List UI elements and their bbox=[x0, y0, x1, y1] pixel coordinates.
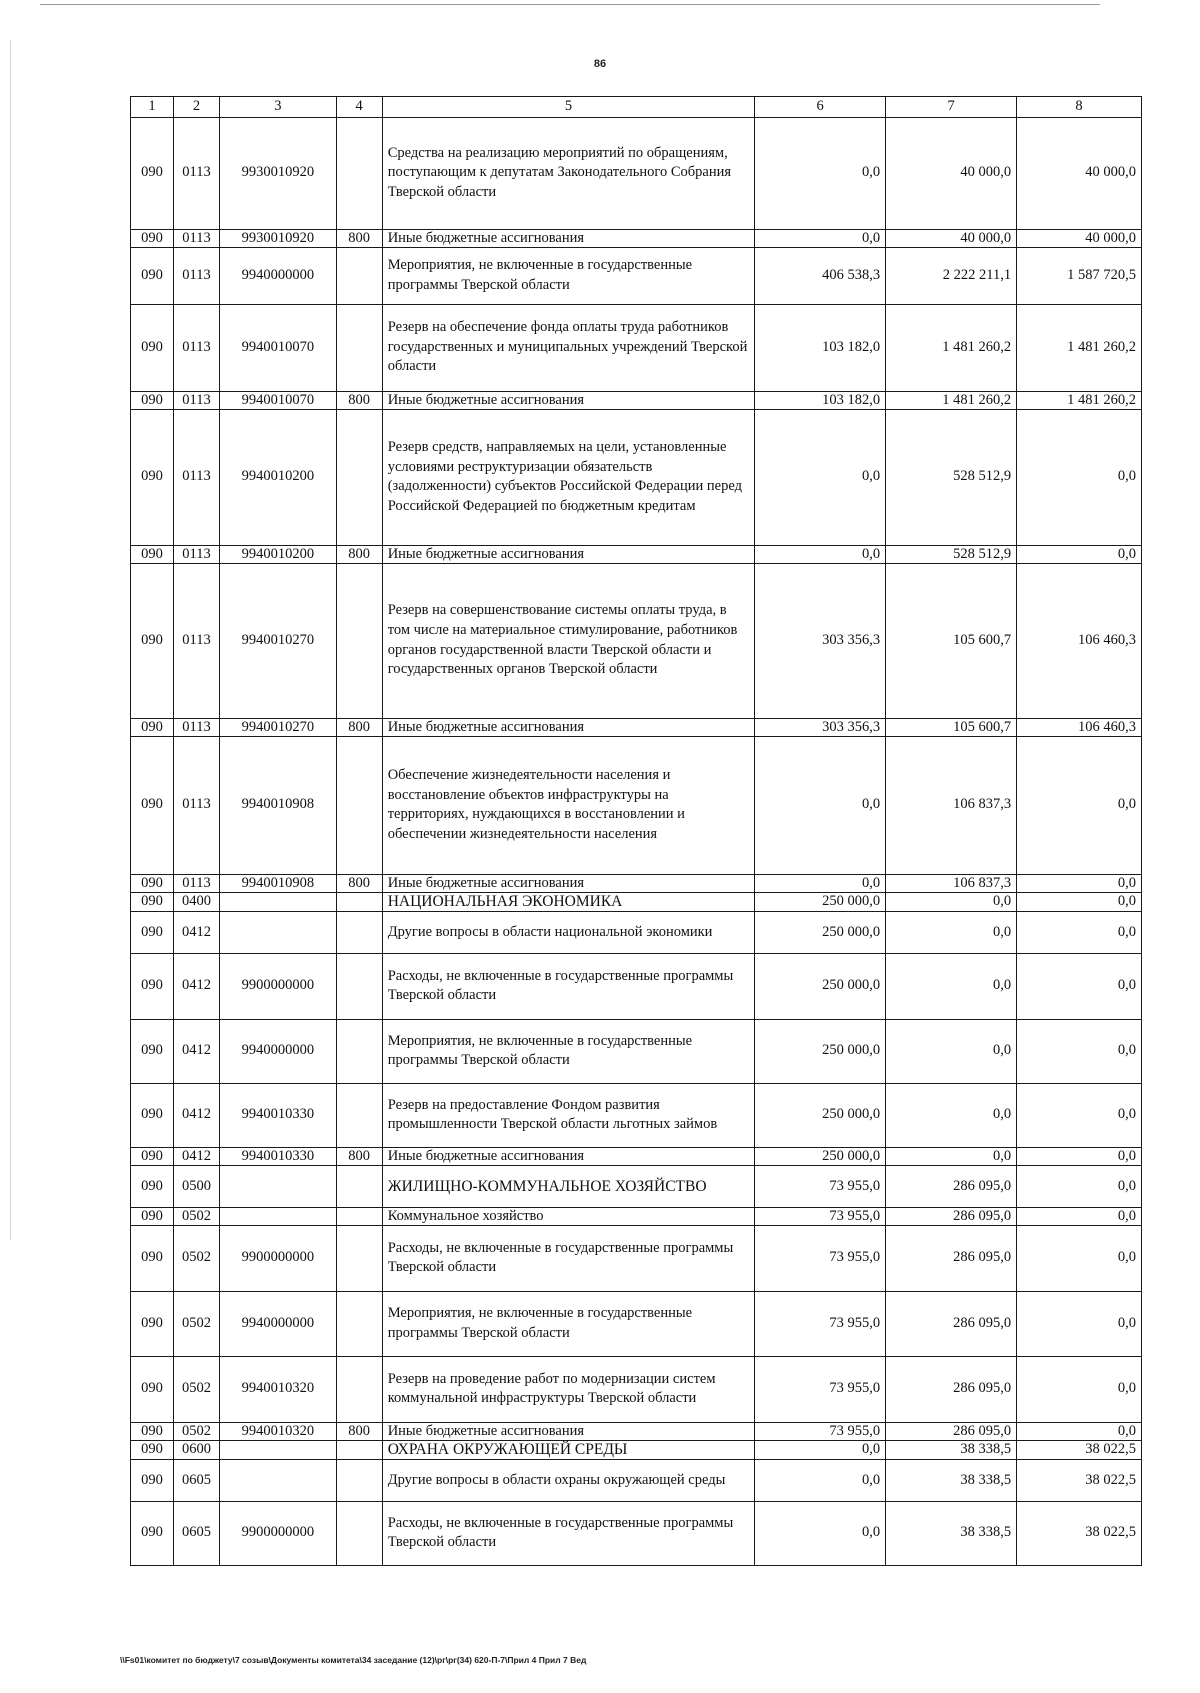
ministry-code: 090 bbox=[131, 1165, 174, 1207]
amount-col6: 406 538,3 bbox=[755, 247, 886, 304]
expense-type-code: 800 bbox=[336, 874, 382, 892]
table-row bbox=[131, 1225, 1142, 1291]
expense-type-code: 800 bbox=[336, 545, 382, 563]
table-row bbox=[131, 304, 1142, 391]
table-row bbox=[131, 545, 1142, 563]
expense-type-code bbox=[336, 1019, 382, 1083]
amount-col6: 250 000,0 bbox=[755, 1019, 886, 1083]
amount-col7: 528 512,9 bbox=[886, 409, 1017, 545]
section-code: 0502 bbox=[173, 1225, 219, 1291]
column-number: 5 bbox=[382, 97, 754, 118]
amount-col7: 1 481 260,2 bbox=[886, 391, 1017, 409]
amount-col7: 40 000,0 bbox=[886, 117, 1017, 229]
column-number-row bbox=[131, 97, 1142, 118]
amount-col6: 250 000,0 bbox=[755, 892, 886, 911]
ministry-code: 090 bbox=[131, 304, 174, 391]
amount-col8: 0,0 bbox=[1017, 1225, 1142, 1291]
section-code: 0502 bbox=[173, 1422, 219, 1440]
expense-type-code bbox=[336, 409, 382, 545]
amount-col8: 0,0 bbox=[1017, 892, 1142, 911]
amount-col8: 0,0 bbox=[1017, 1422, 1142, 1440]
expense-type-code bbox=[336, 1083, 382, 1147]
ministry-code: 090 bbox=[131, 1422, 174, 1440]
amount-col8: 1 481 260,2 bbox=[1017, 391, 1142, 409]
target-article-code: 9940010320 bbox=[220, 1356, 337, 1422]
target-article-code: 9900000000 bbox=[220, 953, 337, 1019]
table-row bbox=[131, 229, 1142, 247]
ministry-code: 090 bbox=[131, 736, 174, 874]
expense-type-code bbox=[336, 1440, 382, 1459]
ministry-code: 090 bbox=[131, 1207, 174, 1225]
expense-type-code bbox=[336, 304, 382, 391]
amount-col6: 0,0 bbox=[755, 545, 886, 563]
table-row bbox=[131, 1019, 1142, 1083]
item-name: Мероприятия, не включенные в государственные программы Тверской области bbox=[382, 1291, 754, 1356]
target-article-code: 9940010908 bbox=[220, 736, 337, 874]
amount-col8: 0,0 bbox=[1017, 1165, 1142, 1207]
column-number: 8 bbox=[1017, 97, 1142, 118]
item-name: Мероприятия, не включенные в государственные программы Тверской области bbox=[382, 247, 754, 304]
section-code: 0113 bbox=[173, 229, 219, 247]
section-code: 0412 bbox=[173, 1019, 219, 1083]
ministry-code: 090 bbox=[131, 1147, 174, 1165]
expense-type-code: 800 bbox=[336, 391, 382, 409]
table-row bbox=[131, 1422, 1142, 1440]
item-name: Резерв на предоставление Фондом развития промышленности Тверской области льготных займов bbox=[382, 1083, 754, 1147]
amount-col7: 105 600,7 bbox=[886, 563, 1017, 718]
item-name: Резерв на обеспечение фонда оплаты труда работников государственных и муниципальных учреждений Тверской области bbox=[382, 304, 754, 391]
amount-col6: 73 955,0 bbox=[755, 1207, 886, 1225]
ministry-code: 090 bbox=[131, 1459, 174, 1501]
amount-col6: 0,0 bbox=[755, 736, 886, 874]
table-row bbox=[131, 1207, 1142, 1225]
amount-col6: 0,0 bbox=[755, 1440, 886, 1459]
target-article-code bbox=[220, 1165, 337, 1207]
expense-type-code bbox=[336, 736, 382, 874]
table-row bbox=[131, 1165, 1142, 1207]
ministry-code: 090 bbox=[131, 391, 174, 409]
amount-col6: 73 955,0 bbox=[755, 1225, 886, 1291]
target-article-code bbox=[220, 1207, 337, 1225]
ministry-code: 090 bbox=[131, 247, 174, 304]
target-article-code: 9940010330 bbox=[220, 1147, 337, 1165]
section-code: 0113 bbox=[173, 874, 219, 892]
ministry-code: 090 bbox=[131, 409, 174, 545]
ministry-code: 090 bbox=[131, 892, 174, 911]
amount-col8: 0,0 bbox=[1017, 1356, 1142, 1422]
table-row bbox=[131, 892, 1142, 911]
item-name: ЖИЛИЩНО-КОММУНАЛЬНОЕ ХОЗЯЙСТВО bbox=[382, 1165, 754, 1207]
amount-col7: 286 095,0 bbox=[886, 1356, 1017, 1422]
section-code: 0605 bbox=[173, 1459, 219, 1501]
table-row bbox=[131, 117, 1142, 229]
expense-type-code bbox=[336, 563, 382, 718]
section-code: 0412 bbox=[173, 1083, 219, 1147]
target-article-code bbox=[220, 1440, 337, 1459]
section-code: 0113 bbox=[173, 391, 219, 409]
amount-col7: 2 222 211,1 bbox=[886, 247, 1017, 304]
expense-type-code bbox=[336, 1207, 382, 1225]
expense-type-code bbox=[336, 892, 382, 911]
amount-col7: 0,0 bbox=[886, 911, 1017, 953]
ministry-code: 090 bbox=[131, 718, 174, 736]
ministry-code: 090 bbox=[131, 229, 174, 247]
amount-col6: 250 000,0 bbox=[755, 911, 886, 953]
item-name: Мероприятия, не включенные в государственные программы Тверской области bbox=[382, 1019, 754, 1083]
amount-col6: 73 955,0 bbox=[755, 1356, 886, 1422]
section-code: 0400 bbox=[173, 892, 219, 911]
item-name: Иные бюджетные ассигнования bbox=[382, 1422, 754, 1440]
ministry-code: 090 bbox=[131, 953, 174, 1019]
amount-col8: 0,0 bbox=[1017, 1291, 1142, 1356]
amount-col8: 40 000,0 bbox=[1017, 229, 1142, 247]
table-row bbox=[131, 736, 1142, 874]
expense-type-code bbox=[336, 1356, 382, 1422]
table-row bbox=[131, 1291, 1142, 1356]
table-row bbox=[131, 391, 1142, 409]
amount-col7: 106 837,3 bbox=[886, 736, 1017, 874]
item-name: Иные бюджетные ассигнования bbox=[382, 545, 754, 563]
amount-col8: 0,0 bbox=[1017, 545, 1142, 563]
expense-type-code bbox=[336, 1225, 382, 1291]
item-name: Средства на реализацию мероприятий по обращениям, поступающим к депутатам Законодательного Собрания Тверской области bbox=[382, 117, 754, 229]
target-article-code: 9940000000 bbox=[220, 1291, 337, 1356]
amount-col8: 40 000,0 bbox=[1017, 117, 1142, 229]
amount-col8: 1 481 260,2 bbox=[1017, 304, 1142, 391]
scan-top-rule bbox=[40, 4, 1100, 5]
table-row bbox=[131, 1083, 1142, 1147]
amount-col6: 0,0 bbox=[755, 874, 886, 892]
amount-col8: 106 460,3 bbox=[1017, 563, 1142, 718]
item-name: Иные бюджетные ассигнования bbox=[382, 1147, 754, 1165]
target-article-code: 9940010270 bbox=[220, 563, 337, 718]
expense-type-code bbox=[336, 1291, 382, 1356]
section-code: 0412 bbox=[173, 911, 219, 953]
table-row bbox=[131, 1459, 1142, 1501]
amount-col8: 0,0 bbox=[1017, 1083, 1142, 1147]
amount-col6: 303 356,3 bbox=[755, 563, 886, 718]
amount-col7: 0,0 bbox=[886, 892, 1017, 911]
amount-col8: 106 460,3 bbox=[1017, 718, 1142, 736]
table-row bbox=[131, 1356, 1142, 1422]
ministry-code: 090 bbox=[131, 1019, 174, 1083]
target-article-code: 9930010920 bbox=[220, 117, 337, 229]
target-article-code bbox=[220, 911, 337, 953]
amount-col7: 286 095,0 bbox=[886, 1207, 1017, 1225]
item-name: Коммунальное хозяйство bbox=[382, 1207, 754, 1225]
column-number: 4 bbox=[336, 97, 382, 118]
section-code: 0605 bbox=[173, 1501, 219, 1565]
expense-type-code: 800 bbox=[336, 229, 382, 247]
column-number: 1 bbox=[131, 97, 174, 118]
amount-col8: 0,0 bbox=[1017, 1019, 1142, 1083]
ministry-code: 090 bbox=[131, 874, 174, 892]
amount-col6: 73 955,0 bbox=[755, 1422, 886, 1440]
amount-col7: 286 095,0 bbox=[886, 1291, 1017, 1356]
table-row bbox=[131, 1440, 1142, 1459]
item-name: Резерв на совершенствование системы оплаты труда, в том числе на материальное стимулирование, работников органов государственной власти Тверской области и государственных органов Тверской области bbox=[382, 563, 754, 718]
amount-col7: 0,0 bbox=[886, 1147, 1017, 1165]
amount-col6: 0,0 bbox=[755, 229, 886, 247]
ministry-code: 090 bbox=[131, 911, 174, 953]
amount-col8: 1 587 720,5 bbox=[1017, 247, 1142, 304]
target-article-code: 9900000000 bbox=[220, 1501, 337, 1565]
target-article-code: 9940010200 bbox=[220, 409, 337, 545]
ministry-code: 090 bbox=[131, 545, 174, 563]
table-row bbox=[131, 718, 1142, 736]
expense-type-code bbox=[336, 1501, 382, 1565]
section-code: 0600 bbox=[173, 1440, 219, 1459]
amount-col7: 38 338,5 bbox=[886, 1459, 1017, 1501]
amount-col6: 0,0 bbox=[755, 409, 886, 545]
amount-col6: 250 000,0 bbox=[755, 953, 886, 1019]
amount-col7: 528 512,9 bbox=[886, 545, 1017, 563]
section-code: 0113 bbox=[173, 117, 219, 229]
item-name: Расходы, не включенные в государственные программы Тверской области bbox=[382, 1225, 754, 1291]
amount-col6: 0,0 bbox=[755, 1459, 886, 1501]
target-article-code: 9940010908 bbox=[220, 874, 337, 892]
table-row bbox=[131, 409, 1142, 545]
amount-col7: 38 338,5 bbox=[886, 1440, 1017, 1459]
amount-col8: 0,0 bbox=[1017, 1207, 1142, 1225]
amount-col7: 1 481 260,2 bbox=[886, 304, 1017, 391]
section-code: 0502 bbox=[173, 1356, 219, 1422]
item-name: ОХРАНА ОКРУЖАЮЩЕЙ СРЕДЫ bbox=[382, 1440, 754, 1459]
table-row bbox=[131, 911, 1142, 953]
amount-col8: 0,0 bbox=[1017, 953, 1142, 1019]
expense-type-code bbox=[336, 117, 382, 229]
table-row bbox=[131, 247, 1142, 304]
budget-table bbox=[130, 96, 1142, 1566]
file-path-footer: \\Fs01\комитет по бюджету\7 созыв\Документы комитета\34 заседание (12)\рг\рг(34) 620-П-7\Прил 4 Прил 7 Вед bbox=[120, 1655, 587, 1665]
amount-col7: 286 095,0 bbox=[886, 1422, 1017, 1440]
target-article-code: 9940010270 bbox=[220, 718, 337, 736]
ministry-code: 090 bbox=[131, 1440, 174, 1459]
expense-type-code bbox=[336, 911, 382, 953]
expense-type-code: 800 bbox=[336, 1147, 382, 1165]
amount-col6: 73 955,0 bbox=[755, 1291, 886, 1356]
ministry-code: 090 bbox=[131, 1356, 174, 1422]
section-code: 0113 bbox=[173, 409, 219, 545]
item-name: Иные бюджетные ассигнования bbox=[382, 874, 754, 892]
amount-col6: 250 000,0 bbox=[755, 1083, 886, 1147]
amount-col8: 0,0 bbox=[1017, 409, 1142, 545]
section-code: 0113 bbox=[173, 247, 219, 304]
amount-col7: 0,0 bbox=[886, 1083, 1017, 1147]
amount-col7: 0,0 bbox=[886, 953, 1017, 1019]
section-code: 0502 bbox=[173, 1291, 219, 1356]
column-number: 6 bbox=[755, 97, 886, 118]
ministry-code: 090 bbox=[131, 563, 174, 718]
expense-type-code bbox=[336, 247, 382, 304]
table-row bbox=[131, 1501, 1142, 1565]
page-number: 86 bbox=[593, 58, 607, 70]
target-article-code: 9900000000 bbox=[220, 1225, 337, 1291]
table-row bbox=[131, 953, 1142, 1019]
target-article-code: 9940010200 bbox=[220, 545, 337, 563]
table-row bbox=[131, 563, 1142, 718]
item-name: Резерв средств, направляемых на цели, установленные условиями реструктуризации обязательств (задолженности) субъектов Российской Федерации перед Российской Федерацией по бюджетным кредитам bbox=[382, 409, 754, 545]
amount-col7: 286 095,0 bbox=[886, 1165, 1017, 1207]
section-code: 0412 bbox=[173, 1147, 219, 1165]
amount-col8: 38 022,5 bbox=[1017, 1440, 1142, 1459]
section-code: 0113 bbox=[173, 563, 219, 718]
item-name: Другие вопросы в области национальной экономики bbox=[382, 911, 754, 953]
amount-col8: 38 022,5 bbox=[1017, 1501, 1142, 1565]
item-name: Расходы, не включенные в государственные программы Тверской области bbox=[382, 953, 754, 1019]
scan-left-rule bbox=[10, 40, 11, 1240]
column-number: 2 bbox=[173, 97, 219, 118]
expense-type-code bbox=[336, 1459, 382, 1501]
amount-col7: 40 000,0 bbox=[886, 229, 1017, 247]
target-article-code: 9940000000 bbox=[220, 1019, 337, 1083]
expense-type-code bbox=[336, 1165, 382, 1207]
amount-col7: 38 338,5 bbox=[886, 1501, 1017, 1565]
amount-col6: 303 356,3 bbox=[755, 718, 886, 736]
table-row bbox=[131, 874, 1142, 892]
amount-col8: 0,0 bbox=[1017, 736, 1142, 874]
amount-col6: 250 000,0 bbox=[755, 1147, 886, 1165]
ministry-code: 090 bbox=[131, 117, 174, 229]
target-article-code: 9930010920 bbox=[220, 229, 337, 247]
item-name: НАЦИОНАЛЬНАЯ ЭКОНОМИКА bbox=[382, 892, 754, 911]
ministry-code: 090 bbox=[131, 1083, 174, 1147]
target-article-code: 9940000000 bbox=[220, 247, 337, 304]
item-name: Иные бюджетные ассигнования bbox=[382, 229, 754, 247]
expense-type-code: 800 bbox=[336, 1422, 382, 1440]
amount-col7: 105 600,7 bbox=[886, 718, 1017, 736]
item-name: Иные бюджетные ассигнования bbox=[382, 718, 754, 736]
target-article-code: 9940010320 bbox=[220, 1422, 337, 1440]
table-row bbox=[131, 1147, 1142, 1165]
target-article-code bbox=[220, 892, 337, 911]
amount-col6: 103 182,0 bbox=[755, 391, 886, 409]
column-number: 3 bbox=[220, 97, 337, 118]
target-article-code: 9940010070 bbox=[220, 391, 337, 409]
amount-col8: 0,0 bbox=[1017, 874, 1142, 892]
target-article-code bbox=[220, 1459, 337, 1501]
amount-col8: 38 022,5 bbox=[1017, 1459, 1142, 1501]
amount-col8: 0,0 bbox=[1017, 911, 1142, 953]
section-code: 0113 bbox=[173, 736, 219, 874]
amount-col6: 0,0 bbox=[755, 1501, 886, 1565]
section-code: 0502 bbox=[173, 1207, 219, 1225]
expense-type-code: 800 bbox=[336, 718, 382, 736]
amount-col7: 286 095,0 bbox=[886, 1225, 1017, 1291]
column-number: 7 bbox=[886, 97, 1017, 118]
section-code: 0500 bbox=[173, 1165, 219, 1207]
target-article-code: 9940010330 bbox=[220, 1083, 337, 1147]
item-name: Другие вопросы в области охраны окружающей среды bbox=[382, 1459, 754, 1501]
section-code: 0113 bbox=[173, 304, 219, 391]
section-code: 0113 bbox=[173, 718, 219, 736]
amount-col6: 73 955,0 bbox=[755, 1165, 886, 1207]
item-name: Расходы, не включенные в государственные программы Тверской области bbox=[382, 1501, 754, 1565]
expense-type-code bbox=[336, 953, 382, 1019]
ministry-code: 090 bbox=[131, 1291, 174, 1356]
amount-col6: 0,0 bbox=[755, 117, 886, 229]
section-code: 0113 bbox=[173, 545, 219, 563]
amount-col7: 0,0 bbox=[886, 1019, 1017, 1083]
amount-col8: 0,0 bbox=[1017, 1147, 1142, 1165]
amount-col7: 106 837,3 bbox=[886, 874, 1017, 892]
amount-col6: 103 182,0 bbox=[755, 304, 886, 391]
item-name: Обеспечение жизнедеятельности населения и восстановление объектов инфраструктуры на территориях, нуждающихся в восстановлении и обеспечении жизнедеятельности населения bbox=[382, 736, 754, 874]
item-name: Иные бюджетные ассигнования bbox=[382, 391, 754, 409]
ministry-code: 090 bbox=[131, 1225, 174, 1291]
ministry-code: 090 bbox=[131, 1501, 174, 1565]
item-name: Резерв на проведение работ по модернизации систем коммунальной инфраструктуры Тверской области bbox=[382, 1356, 754, 1422]
target-article-code: 9940010070 bbox=[220, 304, 337, 391]
section-code: 0412 bbox=[173, 953, 219, 1019]
